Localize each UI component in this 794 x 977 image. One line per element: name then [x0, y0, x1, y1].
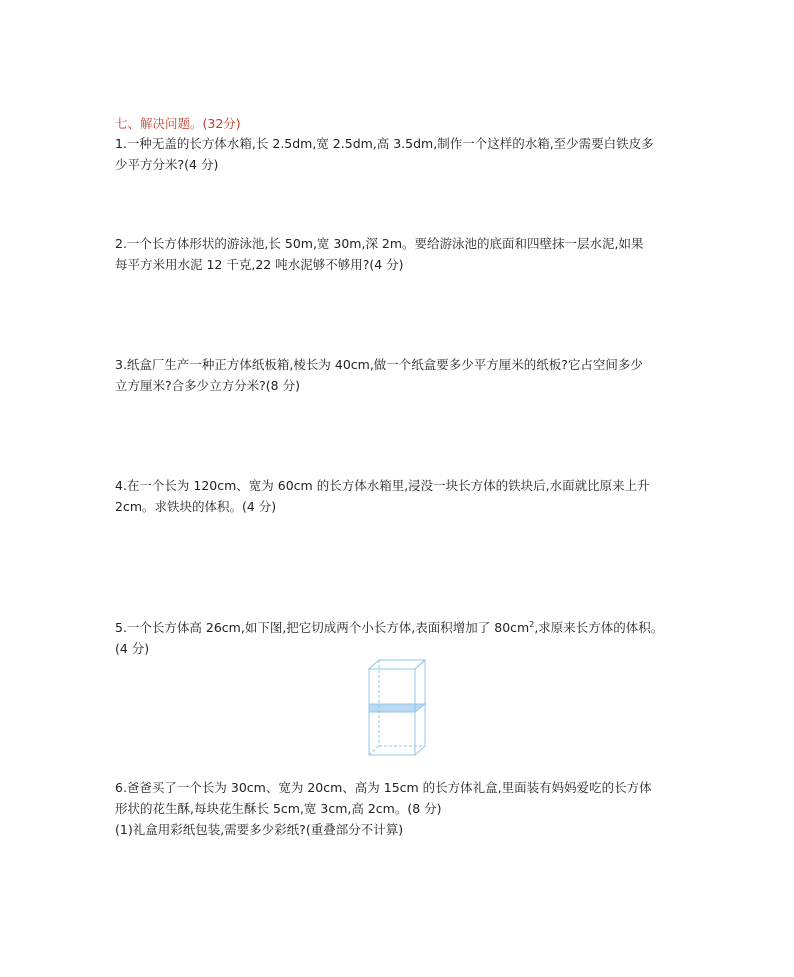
question-5-line-2: (4 分)	[115, 641, 150, 656]
question-5-text-before: 5.一个长方体高 26cm,如下图,把它切成两个小长方体,表面积增加了 80cm	[115, 620, 530, 635]
question-1-line-1: 1.一种无盖的长方体水箱,长 2.5dm,宽 2.5dm,高 3.5dm,制作一个这样的水箱,至少需要白铁皮多	[115, 136, 654, 151]
question-5-line-1	[115, 620, 663, 636]
question-1-line-2: 少平方分米?(4 分)	[115, 157, 219, 172]
square-superscript: 2	[529, 619, 535, 629]
question-6-subquestion-1: (1)礼盒用彩纸包装,需要多少彩纸?(重叠部分不计算)	[115, 822, 404, 837]
question-5-text-after: ,求原来长方体的体积。	[534, 620, 664, 635]
question-6-line-2: 形状的花生酥,每块花生酥长 5cm,宽 3cm,高 2cm。(8 分)	[115, 801, 442, 816]
cuboid-figure	[362, 656, 432, 758]
question-2-line-2: 每平方米用水泥 12 千克,22 吨水泥够不够用?(4 分)	[115, 257, 404, 272]
question-6-line-1: 6.爸爸买了一个长为 30cm、宽为 20cm、高为 15cm 的长方体礼盒,里面装有妈妈爱吃的长方体	[115, 780, 652, 795]
section-title: 七、解决问题。(32分)	[115, 116, 241, 131]
question-2-line-1: 2.一个长方体形状的游泳池,长 50m,宽 30m,深 2m。要给游泳池的底面和四壁抹一层水泥,如果	[115, 236, 644, 251]
cut-plane	[369, 704, 425, 712]
question-3-line-2: 立方厘米?合多少立方分米?(8 分)	[115, 378, 300, 393]
question-3-line-1: 3.纸盒厂生产一种正方体纸板箱,棱长为 40cm,做一个纸盒要多少平方厘米的纸板?它占空间多少	[115, 357, 643, 372]
question-4-line-2: 2cm。求铁块的体积。(4 分)	[115, 499, 277, 514]
hidden-edge-base	[369, 746, 379, 755]
question-4-line-1: 4.在一个长为 120cm、宽为 60cm 的长方体水箱里,浸没一块长方体的铁块后,水面就比原来上升	[115, 478, 650, 493]
